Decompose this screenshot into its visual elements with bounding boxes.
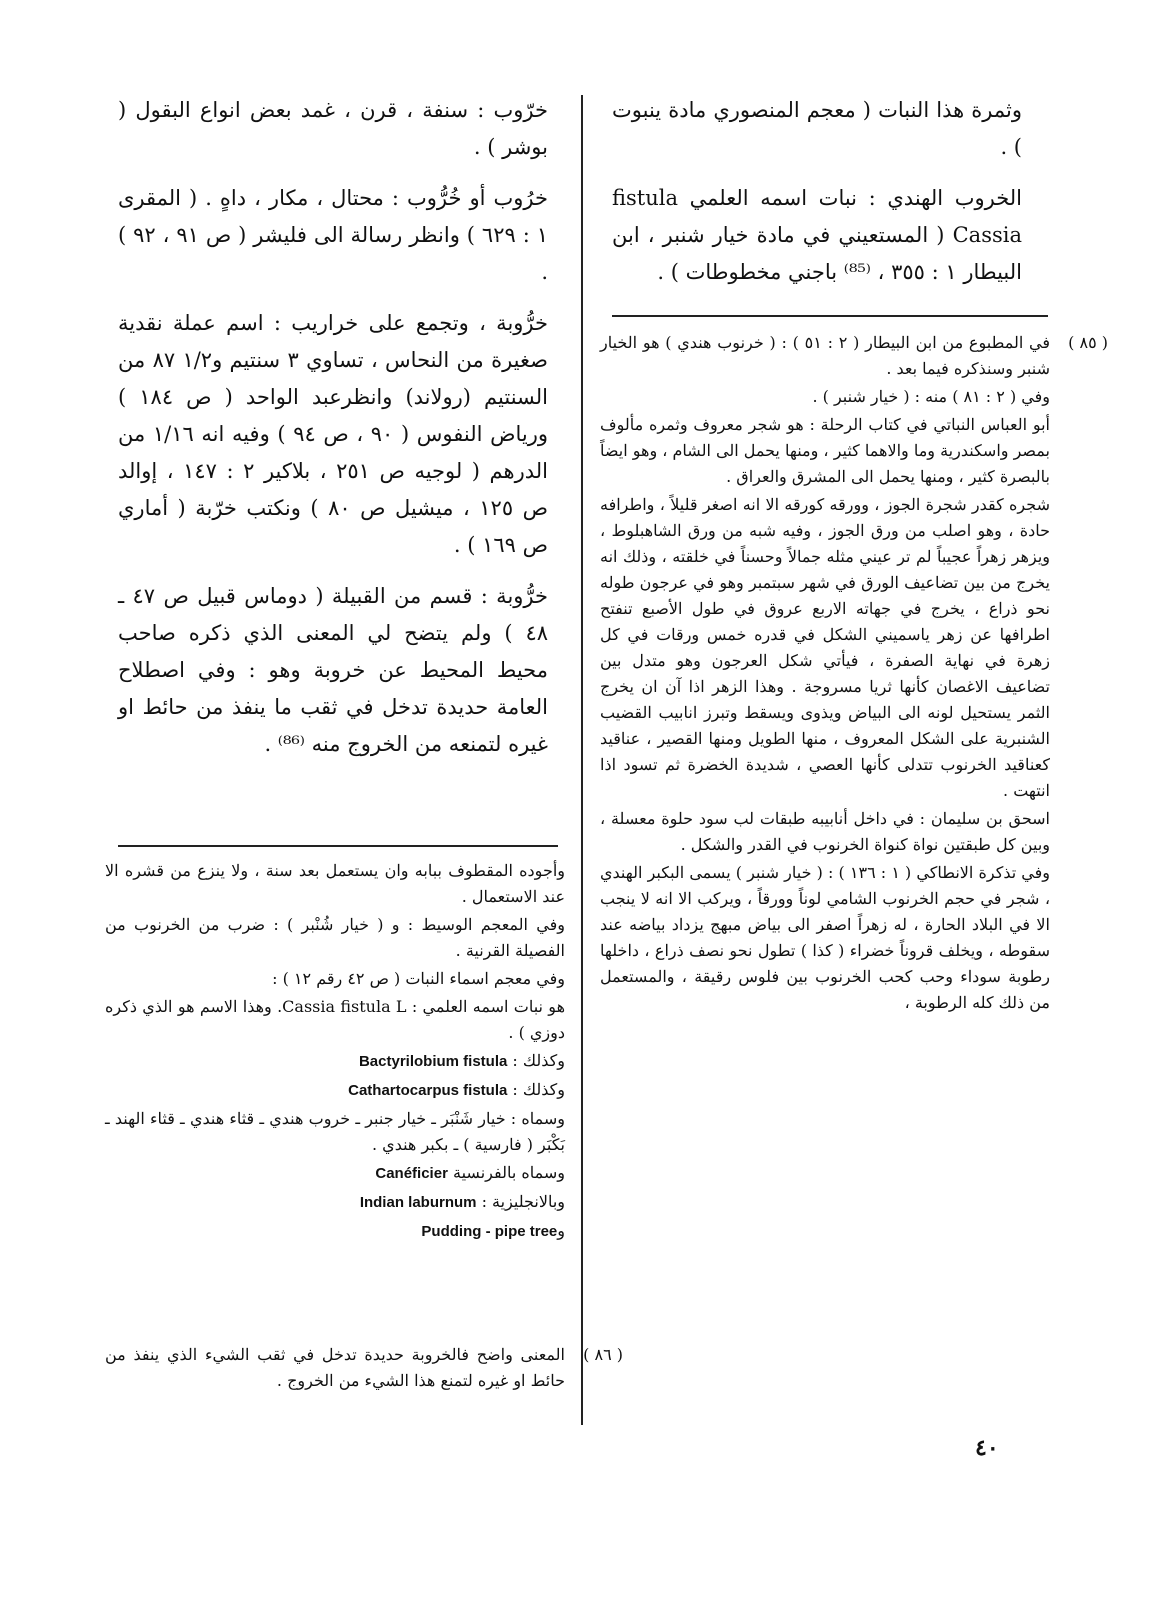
entry-kharruba-tribe: خرُّوبة : قسم من القبيلة ( دوماس قبيل ص ٤٧ ـ ٤٨ ) ولم يتضح لي المعنى الذي ذكره صاحب محيط المحيط عن خروبة وهو : وفي اصطلاح العامة حديدة تدخل في ثقب ما ينفذ من حائط او غيره لتمنعه من الخروج منه ⁽⁸⁶⁾ .	[118, 584, 548, 756]
footnote-85-ishaq: اسحق بن سليمان : في داخل أنابيبه طبقات لب سود حلوة معسلة ، وبين كل طبقتين نواة كنواة الخرنوب في القدر والشكل .	[600, 809, 1050, 854]
footnote-85-antaki: وفي تذكرة الانطاكي ( ١ : ١٣٦ ) : ( خيار شنبر ) يسمى البكبر الهندي ، شجر في حجم الخرنوب الشامي لوناً وورقاً ، ويركب الا انه لا ينجب الا في البلاد الحارة ، له زهراً اصفر الى بياض مبهج يزداد بياضه عند سقوطه ، ويخلف قروناً خضراء ( كذا ) تطول نحو نصف ذراع ، داخلها رطوبة سوداء وحب كحب الخرنوب بين فلوس رقيقة ، والمستعمل من ذلك كله الرطوبة ،	[600, 863, 1051, 1012]
footnote-85-line-2: وفي ( ٢ : ٨١ ) منه : ( خيار شنبر ) .	[812, 387, 1050, 406]
footnote-85-continued	[105, 858, 565, 1247]
footnote-86-text: المعنى واضح فالخروبة حديدة تدخل في ثقب الشيء الذي ينفذ من حائط او غيره لتمنع هذا الشيء من الخروج .	[105, 1345, 565, 1390]
entry-kharrub-muhtal: خرُوب أو خُرُّوب : محتال ، مكار ، داهٍ . ( المقرى ١ : ٦٢٩ ) وانظر رسالة الى فليشر ( ص ٩١ ، ٩٢ ) .	[118, 186, 548, 284]
synonym-2-prefix: وكذلك :	[512, 1080, 565, 1099]
footnote-continued-4: هو نبات اسمه العلمي : Cassia fistula L. وهذا الاسم هو الذي ذكره دوزي ) .	[105, 997, 566, 1042]
footnote-85-nabati: أبو العباس النباتي في كتاب الرحلة : هو شجر معروف وثمره مألوف بمصر واسكندرية وما والاهما كثير ، ومنها يحمل الى الشام ، وهو ايضاً بالبصرة كثير ، ومنها يحمل الى المشرق والعراق .	[600, 415, 1050, 486]
french-prefix: وسماه بالفرنسية	[453, 1163, 565, 1182]
synonym-1-latin: Bactyrilobium fistula	[358, 1053, 508, 1070]
footnote-85-number: ( ٨٥ )	[1068, 333, 1109, 352]
footnote-85-description: شجره كقدر شجرة الجوز ، وورقه كورقه الا انه اصغر قليلاً ، واطرافه حادة ، وهو اصلب من ورق الجوز ، وفيه شبه من ورق الشاهبلوط ، ويزهر زهراً عجيباً لم تر عيني مثله جمالاً وحسناً في خلقته ، وذلك انه يخرج من بين تضاعيف الورق في شهر سبتمبر وهو في عرجون طوله نحو ذراع ، يخرج في جهاته الاربع عروق في طول الأصبع تنفتح اطرافها عن زهر ياسميني الشكل في قدره خمس ورقات في كل زهرة في نهاية الصفرة ، فيأتي شكل العرجون وهو متدل بين تضاعيف الاغصان كأنها ثريا مسروجة . وهذا الزهر اذا آن ان يخرج الثمر يستحيل لونه الى البياض ويذوى ويسقط وتبرز انابيب القضيب الشنبرية على الشكل المعروف ، منها الطويل ومنها القصير ، عناقيد كعناقيد الخرنوب تتدلى كأنها العصي ، شديدة الخضرة ثم تسود اذا انتهت .	[600, 495, 1051, 800]
right-footnote-separator	[612, 315, 1048, 317]
english-name-line	[105, 1189, 565, 1216]
right-column-main	[612, 92, 1022, 291]
english2-prefix: و	[557, 1221, 565, 1240]
synonym-1-prefix: وكذلك :	[512, 1051, 565, 1070]
left-column-main	[118, 92, 548, 763]
english2-latin: Pudding - pipe tree	[421, 1223, 558, 1240]
footnote-continued-3: وفي معجم اسماء النبات ( ص ٤٢ رقم ١٢ ) :	[272, 969, 565, 988]
footnote-86-number: ( ٨٦ )	[583, 1345, 623, 1364]
footnote-continued-1: وأجوده المقطوف ببابه وان يستعمل بعد سنة ، ولا ينزع من قشره الا عند الاستعمال .	[105, 861, 565, 906]
french-name-line	[105, 1160, 565, 1187]
footnote-continued-2: وفي المعجم الوسيط : و ( خيار شُنْبر ) : ضرب من الخرنوب من الفصيلة القرنية .	[105, 915, 565, 960]
english-latin: Indian laburnum	[359, 1194, 477, 1211]
footnote-86	[105, 1342, 623, 1396]
entry-kharrub-sinfa: خرّوب : سنفة ، قرن ، غمد بعض انواع البقول ( بوشر ) .	[118, 98, 548, 159]
page-number: ٤٠	[975, 1435, 999, 1461]
names-paragraph: وسماه : خيار شَنْبَر ـ خيار جنبر ـ خروب هندي ـ قثاء هندي ـ قثاء الهند ـ بَكْبَر ( فارسية ) ـ بكبر هندي .	[105, 1109, 565, 1154]
left-footnote-separator	[118, 845, 558, 847]
paragraph-thamara: وثمرة هذا النبات ( معجم المنصوري مادة ينبوت ) .	[612, 98, 1022, 159]
footnote-85-line-1: في المطبوع من ابن البيطار ( ٢ : ٥١ ) : ( خرنوب هندي ) هو الخيار شنبر وسنذكره فيما بعد .	[600, 333, 1051, 378]
footnote-85	[600, 330, 1108, 1018]
paragraph-kharrub-hindi: الخروب الهندي : نبات اسمه العلمي fistula Cassia ( المستعيني في مادة خيار شنبر ، ابن البيطار ١ : ٣٥٥ ، ⁽⁸⁵⁾ باجني مخطوطات ) .	[612, 186, 1022, 284]
synonym-line-1	[105, 1048, 565, 1075]
synonym-line-2	[105, 1077, 565, 1104]
entry-kharruba-coin: خرُّوبة ، وتجمع على خراريب : اسم عملة نقدية صغيرة من النحاس ، تساوي ٣ سنتيم و١/٢ ٨٧ من السنتيم (رولاند) وانظرعبد الواحد ( ص ١٨٤ ) ورياض النفوس ( ٩٠ ، ص ٩٤ ) وفيه انه ١/١٦ من الدرهم ( لوجيه ص ٢٥١ ، بلاكير ٢ : ١٤٧ ، إوالد ص ١٢٥ ، ميشيل ص ٨٠ ) ونكتب خرّبة ( أماري ص ١٦٩ ) .	[118, 311, 548, 557]
english-prefix: وبالانجليزية :	[481, 1192, 565, 1211]
synonym-2-latin: Cathartocarpus fistula	[348, 1082, 508, 1099]
english-name-line-2	[105, 1218, 565, 1245]
french-latin: Canéficier	[375, 1165, 448, 1182]
column-divider	[581, 95, 583, 1425]
